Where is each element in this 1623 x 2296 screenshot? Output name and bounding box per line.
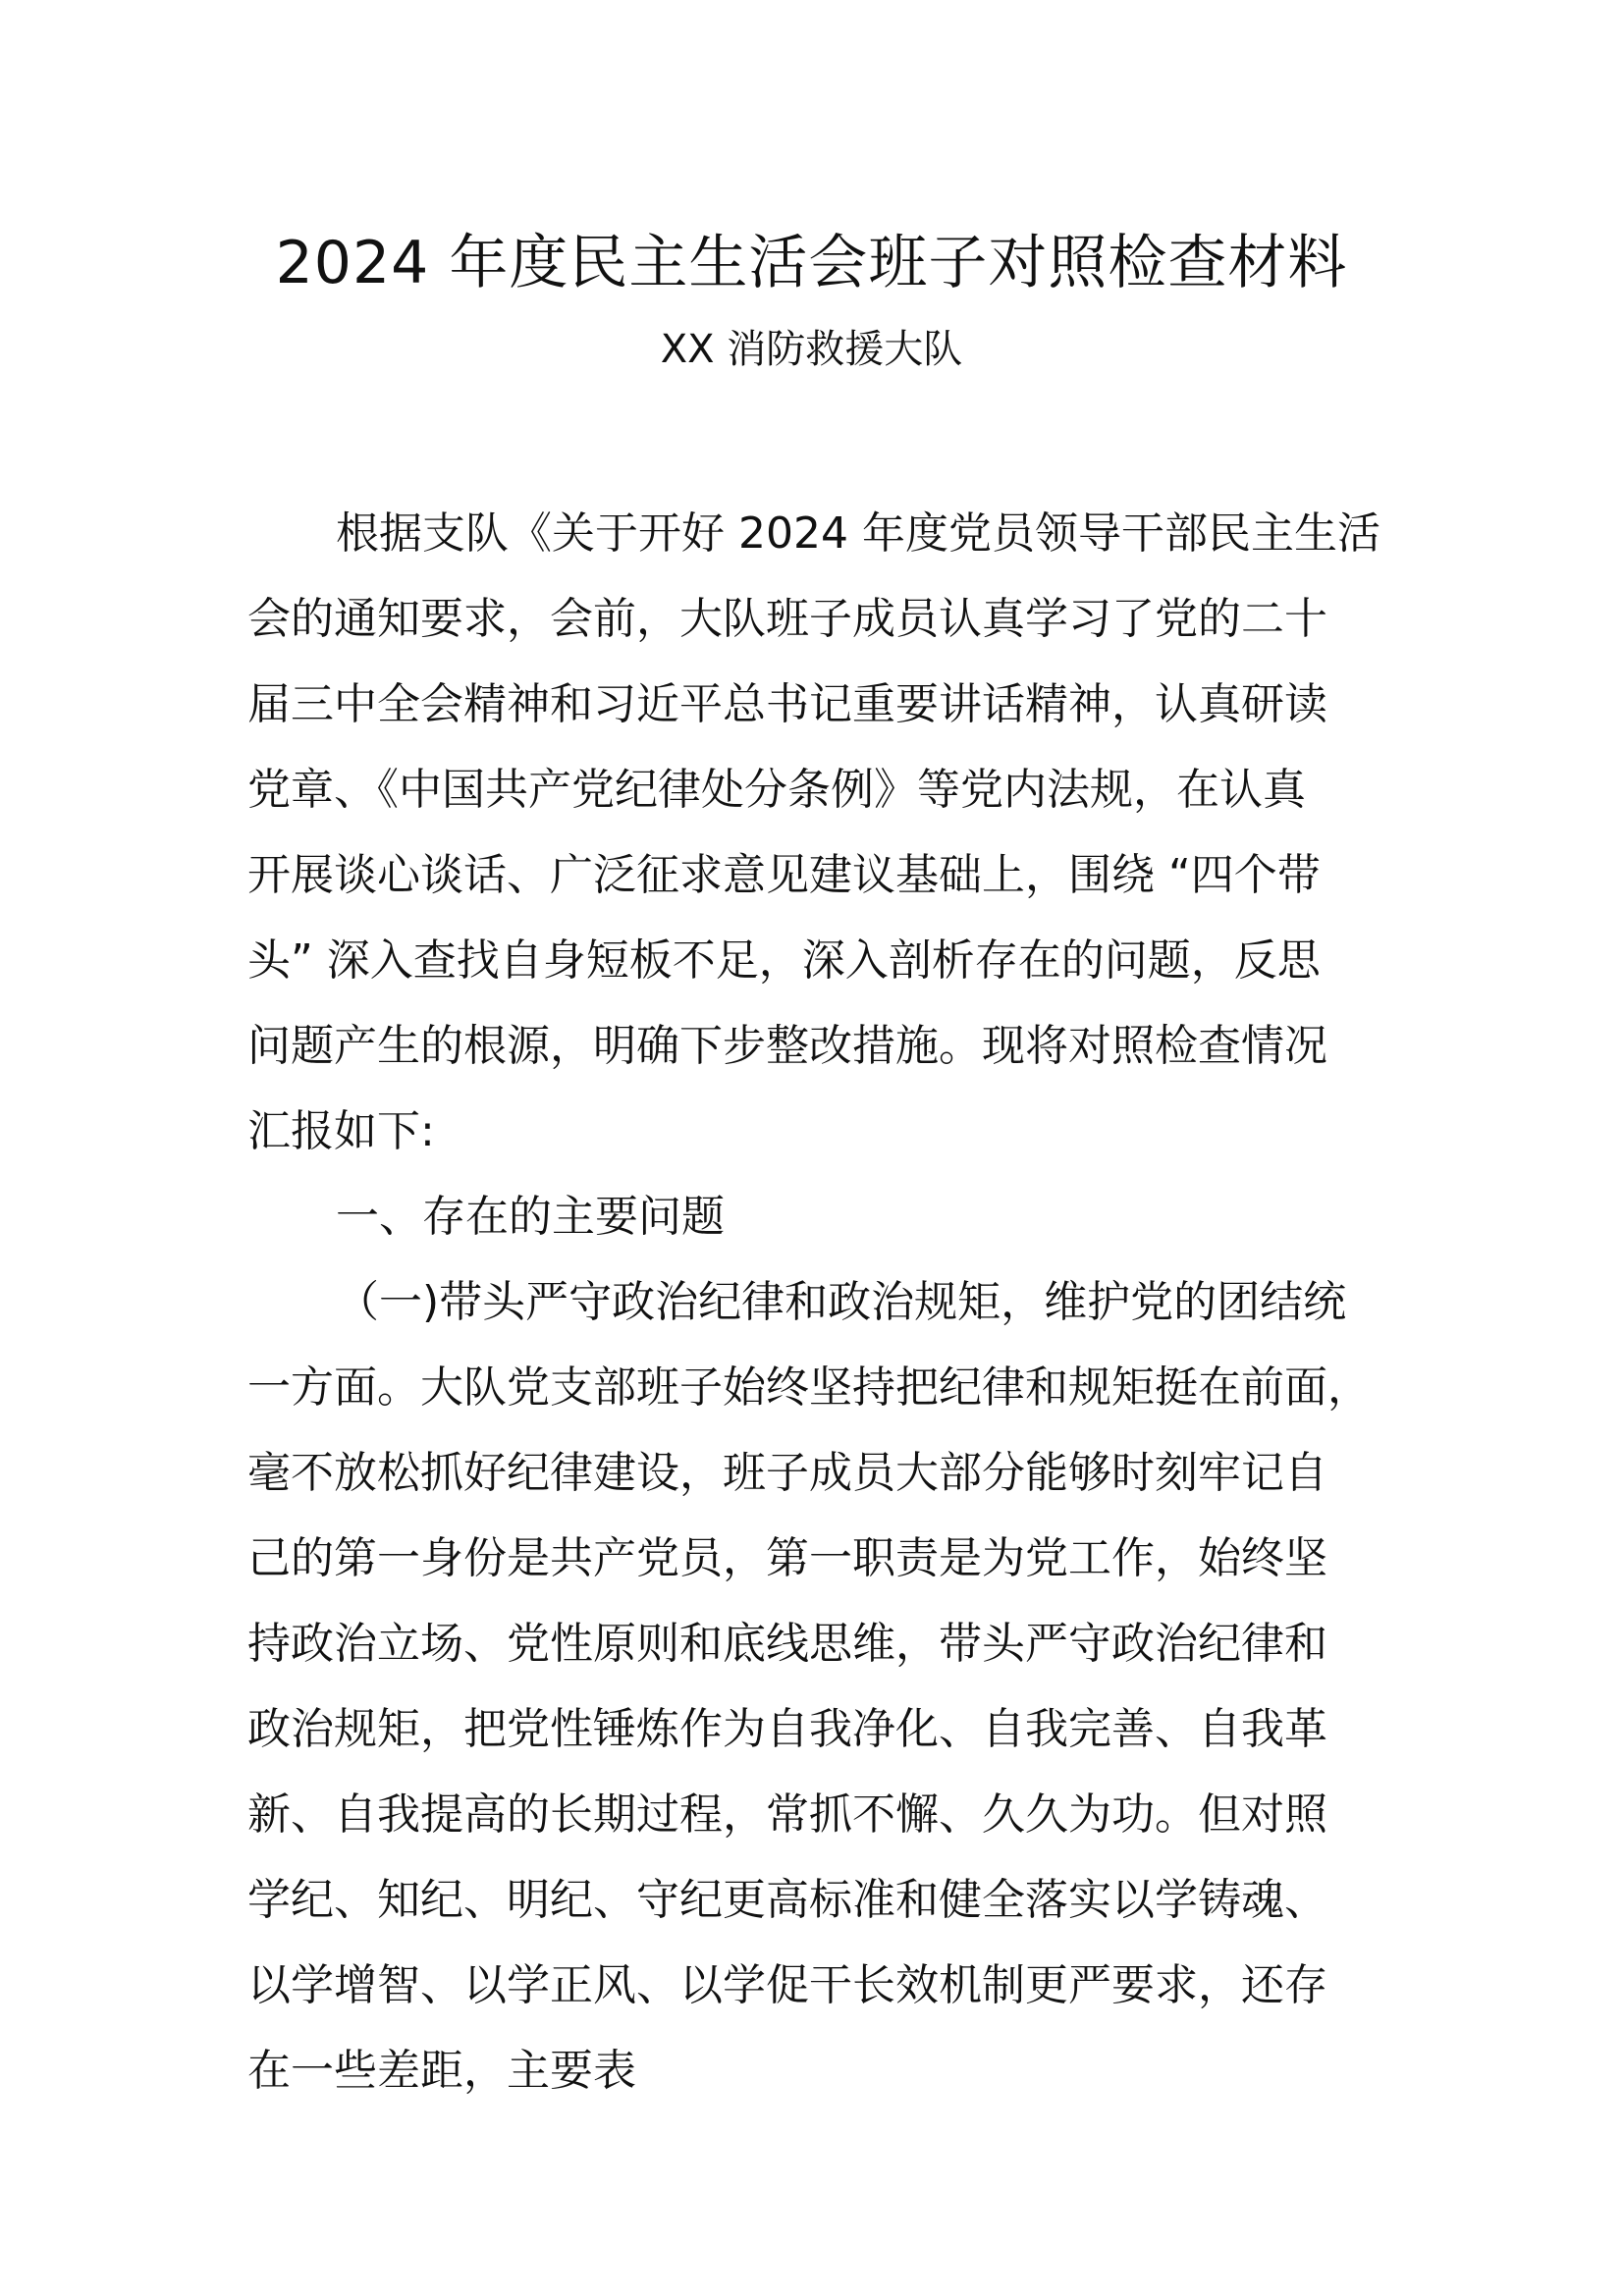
paragraph-line: 以学增智、以学正风、以学促干长效机制更严要求，还存 — [247, 1960, 1327, 2010]
document-subtitle: XX 消防救援大队 — [660, 327, 963, 372]
paragraph-line: 汇报如下: — [247, 1106, 435, 1156]
paragraph-line: 一方面。大队党支部班子始终坚持把纪律和规矩挺在前面， — [247, 1362, 1371, 1413]
section-heading: 一、存在的主要问题 — [336, 1192, 725, 1242]
paragraph-line: 开展谈心谈话、广泛征求意见建议基础上，围绕 “四个带 — [247, 850, 1321, 900]
paragraph-line: 根据支队《关于开好 2024 年度党员领导干部民主生活 — [336, 508, 1380, 559]
paragraph-line: 持政治立场、党性原则和底线思维，带头严守政治纪律和 — [247, 1619, 1327, 1669]
paragraph-line: 头” 深入查找自身短板不足，深入剖析存在的问题，反思 — [247, 935, 1321, 986]
paragraph-line: 问题产生的根源，明确下步整改措施。现将对照检查情况 — [247, 1021, 1327, 1071]
paragraph-line: 政治规矩，把党性锤炼作为自我净化、自我完善、自我革 — [247, 1704, 1327, 1754]
paragraph-line: 新、自我提高的长期过程，常抓不懈、久久为功。但对照 — [247, 1789, 1327, 1840]
subsection-heading: （一)带头严守政治纪律和政治规矩，维护党的团结统 — [336, 1277, 1347, 1327]
paragraph-line: 届三中全会精神和习近平总书记重要讲话精神，认真研读 — [247, 679, 1327, 729]
paragraph-line: 在一些差距，主要表 — [247, 2046, 636, 2096]
paragraph-line: 毫不放松抓好纪律建设，班子成员大部分能够时刻牢记自 — [247, 1448, 1327, 1498]
paragraph-line: 会的通知要求，会前，大队班子成员认真学习了党的二十 — [247, 594, 1327, 644]
paragraph-line: 学纪、知纪、明纪、守纪更高标准和健全落实以学铸魂、 — [247, 1875, 1327, 1925]
paragraph-line: 己的第一身份是共产党员，第一职责是为党工作，始终坚 — [247, 1533, 1327, 1583]
document-title: 2024 年度民主生活会班子对照检查材料 — [275, 229, 1348, 297]
paragraph-line: 党章、《中国共产党纪律处分条例》等党内法规，在认真 — [247, 765, 1306, 815]
